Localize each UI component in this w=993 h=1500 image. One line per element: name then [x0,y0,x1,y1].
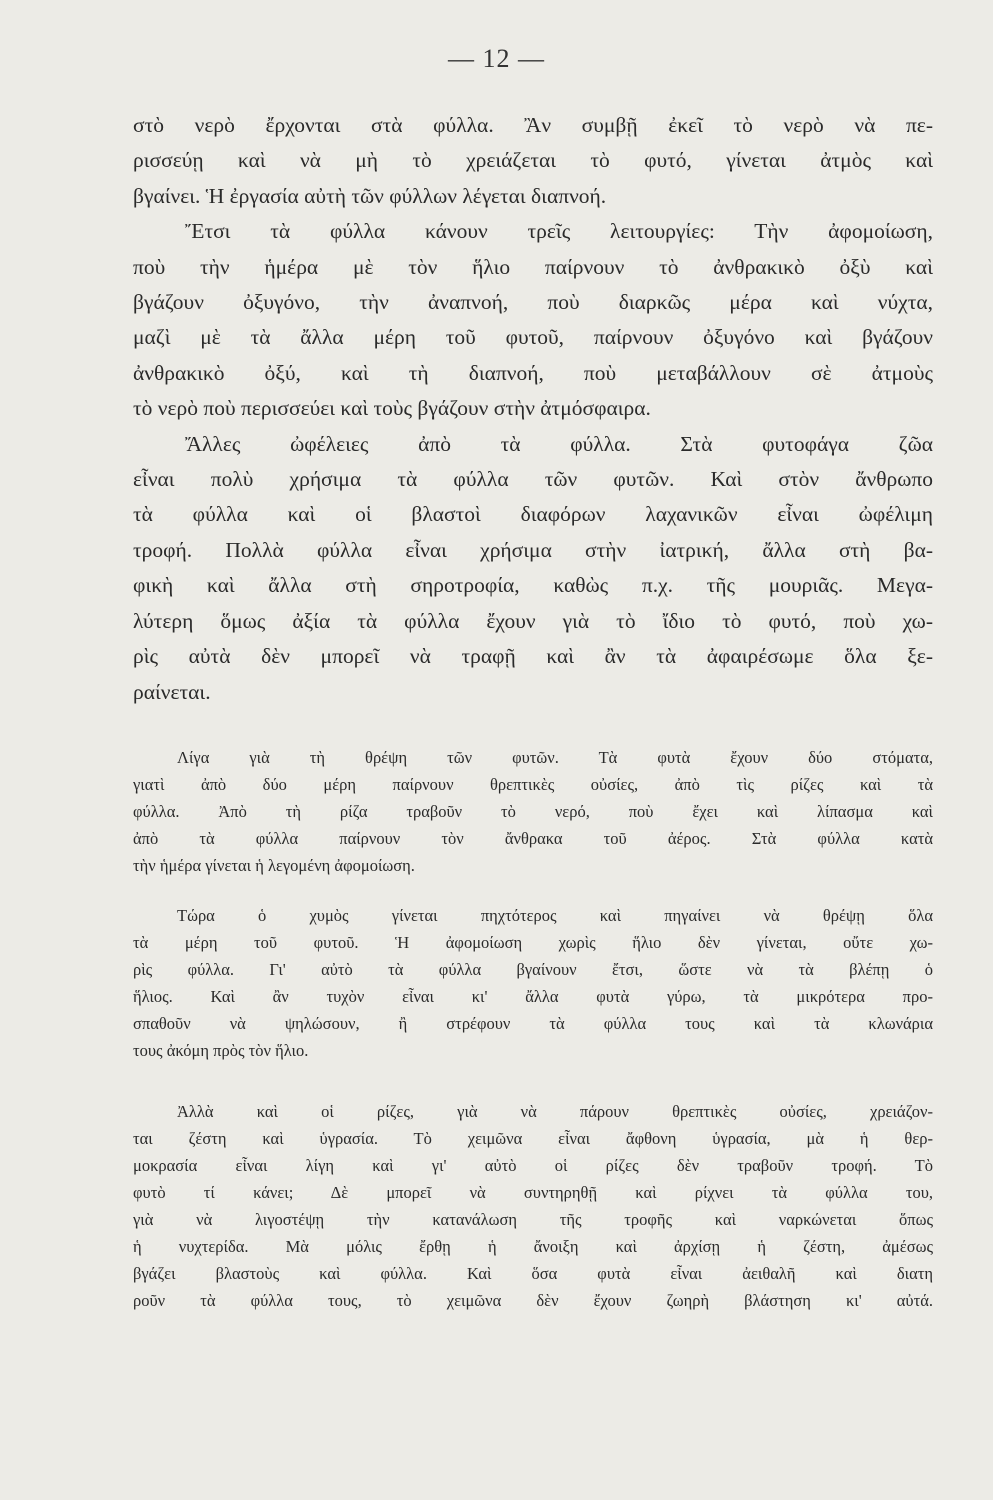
text-line: Λίγα γιὰ τὴ θρέψη τῶν φυτῶν. Τὰ φυτὰ ἔχουν δύο στόματα, [177,748,933,767]
text-line: ἡ νυχτερίδα. Μὰ μόλις ἔρθῃ ἡ ἄνοιξη καὶ ἀρχίσῃ ἡ ζέστη, ἀμέσως [133,1237,933,1256]
text-line: ρὶς φύλλα. Γι' αὐτὸ τὰ φύλλα βγαίνουν ἔτσι, ὥστε νὰ τὰ βλέπῃ ὁ [133,960,933,979]
text-line: ποὺ τὴν ἡμέρα μὲ τὸν ἥλιο παίρνουν τὸ ἀνθρακικὸ ὀξὺ καὶ [133,254,933,279]
text-line: τὸ νερὸ ποὺ περισσεύει καὶ τοὺς βγάζουν στὴν ἀτμόσφαιρα. [133,396,651,421]
text-line: σπαθοῦν νὰ ψηλώσουν, ἢ στρέφουν τὰ φύλλα τους καὶ τὰ κλωνάρια [133,1014,933,1033]
text-line: φύλλα. Ἀπὸ τὴ ρίζα τραβοῦν τὸ νερό, ποὺ ἔχει καὶ λίπασμα καὶ [133,802,933,821]
text-line: βγάζουν ὀξυγόνο, τὴν ἀναπνοή, ποὺ διαρκῶς μέρα καὶ νύχτα, [133,290,933,315]
text-line: Ἔτσι τὰ φύλλα κάνουν τρεῖς λειτουργίες: Τὴν ἀφομοίωση, [185,219,933,244]
text-line: γιὰ νὰ λιγοστέψῃ τὴν κατανάλωση τῆς τροφῆς καὶ ναρκώνεται ὅπως [133,1210,933,1229]
text-line: βγάζει βλαστοὺς καὶ φύλλα. Καὶ ὅσα φυτὰ εἶναι ἀειθαλῆ καὶ διατη [133,1264,933,1283]
text-line: φυτὸ τί κάνει; Δὲ μπορεῖ νὰ συντηρηθῇ καὶ ρίχνει τὰ φύλλα του, [133,1183,933,1202]
text-line: τροφή. Πολλὰ φύλλα εἶναι χρήσιμα στὴν ἰατρική, ἄλλα στὴ βα- [133,537,933,562]
text-line: ἥλιος. Καὶ ἂν τυχὸν εἶναι κι' ἄλλα φυτὰ γύρω, τὰ μικρότερα προ- [133,987,933,1006]
text-line: στὸ νερὸ ἔρχονται στὰ φύλλα. Ἂν συμβῇ ἐκεῖ τὸ νερὸ νὰ πε- [133,113,933,137]
text-line: ρὶς αὐτὰ δὲν μπορεῖ νὰ τραφῇ καὶ ἂν τὰ ἀφαιρέσωμε ὅλα ξε- [133,644,933,669]
text-line: ροῦν τὰ φύλλα τους, τὸ χειμῶνα δὲν ἔχουν ζωηρὴ βλάστηση κι' αὐτά. [133,1291,933,1310]
text-line: Τώρα ὁ χυμὸς γίνεται πηχτότερος καὶ πηγαίνει νὰ θρέψῃ ὅλα [177,906,933,925]
text-line: φικὴ καὶ ἄλλα στὴ σηροτροφία, καθὼς π.χ. τῆς μουριᾶς. Μεγα- [133,573,933,598]
text-line: μαζὶ μὲ τὰ ἄλλα μέρη τοῦ φυτοῦ, παίρνουν ὀξυγόνο καὶ βγάζουν [133,325,933,350]
text-line: τὴν ἡμέρα γίνεται ἡ λεγομένη ἀφομοίωση. [133,856,415,875]
text-line: Ἄλλες ὠφέλειες ἀπὸ τὰ φύλλα. Στὰ φυτοφάγα ζῶα [185,431,933,456]
page-number: — 12 — [448,44,545,73]
paragraph-nutrition [133,744,933,879]
text-line: Ἀλλὰ καὶ οἱ ρίζες, γιὰ νὰ πάρουν θρεπτικὲς οὐσίες, χρειάζον- [177,1102,933,1121]
text-line: τὰ φύλλα καὶ οἱ βλαστοὶ διαφόρων λαχανικῶν εἶναι ὠφέλιμη [133,502,933,527]
text-line: τους ἀκόμη πρὸς τὸν ἥλιο. [133,1041,309,1060]
text-line: τὰ μέρη τοῦ φυτοῦ. Ἡ ἀφομοίωση χωρὶς ἥλιο δὲν γίνεται, οὔτε χω- [133,933,933,952]
text-line: ται ζέστη καὶ ὑγρασία. Τὸ χειμῶνα εἶναι ἄφθονη ὑγρασία, μὰ ἡ θερ- [133,1129,933,1148]
text-line: μοκρασία εἶναι λίγη καὶ γι' αὐτὸ οἱ ρίζες δὲν τραβοῦν τροφή. Τὸ [133,1156,933,1175]
paragraph-leaves-functions [133,108,933,710]
text-line: ἀνθρακικὸ ὀξύ, καὶ τὴ διαπνοή, ποὺ μεταβάλλουν σὲ ἀτμοὺς [133,360,933,385]
text-line: εἶναι πολὺ χρήσιμα τὰ φύλλα τῶν φυτῶν. Καὶ στὸν ἄνθρωπο [133,467,933,492]
text-line: βγαίνει. Ἡ ἐργασία αὐτὴ τῶν φύλλων λέγεται διαπνοή. [133,183,607,208]
text-line: γιατὶ ἀπὸ δύο μέρη παίρνουν θρεπτικὲς οὐσίες, ἀπὸ τὶς ρίζες καὶ τὰ [133,775,933,794]
text-line: λύτερη ὅμως ἀξία τὰ φύλλα ἔχουν γιὰ τὸ ἴδιο τὸ φυτό, ποὺ χω- [133,608,933,633]
text-line: ραίνεται. [133,679,211,704]
paragraph-sap [133,902,933,1064]
text-line: ἀπὸ τὰ φύλλα παίρνουν τὸν ἄνθρακα τοῦ ἀέρος. Στὰ φύλλα κατὰ [133,829,933,848]
paragraph-roots [133,1098,933,1314]
text-line: ρισσεύῃ καὶ νὰ μὴ τὸ χρειάζεται τὸ φυτό, γίνεται ἀτμὸς καὶ [133,148,933,173]
